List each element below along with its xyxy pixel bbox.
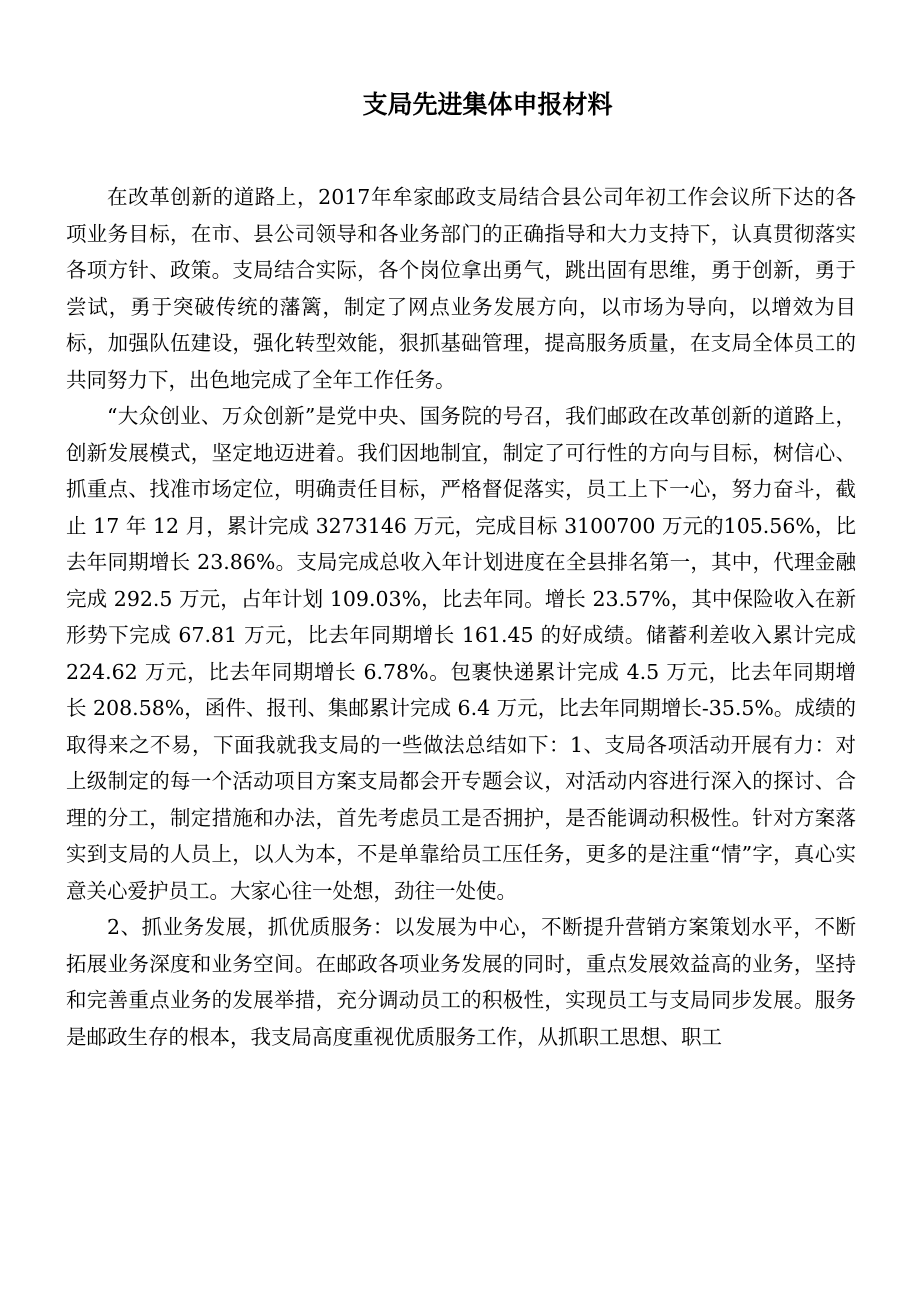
paragraph-1: 在改革创新的道路上，2017年牟家邮政支局结合县公司年初工作会议所下达的各项业务目标，在市、县公司领导和各业务部门的正确指导和大力支持下，认真贯彻落实各项方针、政策。支局结合实际，各个岗位拿出勇气，跳出固有思维，勇于创新，勇于尝试，勇于突破传统的藩篱，制定了网点业务发展方向，以市场为导向，以增效为目标，加强队伍建设，强化转型效能，狠抓基础管理，提高服务质量，在支局全体员工的共同努力下，出色地完成了全年工作任务。 [66, 185, 856, 392]
paragraph-3: 2、抓业务发展，抓优质服务：以发展为中心，不断提升营销方案策划水平，不断拓展业务深度和业务空间。在邮政各项业务发展的同时，重点发展效益高的业务，坚持和完善重点业务的发展举措，充分调动员工的积极性，实现员工与支局同步发展。服务是邮政生存的根本，我支局高度重视优质服务工作，从抓职工思想、职工 [66, 915, 856, 1049]
document-title: 支局先进集体申报材料 [362, 90, 613, 119]
document-body [66, 179, 856, 1055]
paragraph-2: “大众创业、万众创新”是党中央、国务院的号召，我们邮政在改革创新的道路上，创新发展模式，坚定地迈进着。我们因地制宜，制定了可行性的方向与目标，树信心、抓重点、找准市场定位，明确责任目标，严格督促落实，员工上下一心，努力奋斗，截止 17 年 12 月，累计完成 3273146 万元，完成目标 3100700 万元的105.56%，比去年同期增长 23.86%。支局完成总收入年计划进度在全县排名第一，其中，代理金融完成 292.5 万元，占年计划 109.03%，比去年同。增长 23.57%，其中保险收入在新形势下完成 67.81 万元，比去年同期增长 161.45 的好成绩。储蓄利差收入累计完成 224.62 万元，比去年同期增长 6.78%。包裹快递累计完成 4.5 万元，比去年同期增长 208.58%，函件、报刊、集邮累计完成 6.4 万元，比去年同期增长-35.5%。成绩的取得来之不易，下面我就我支局的一些做法总结如下：1、支局各项活动开展有力：对上级制定的每一个活动项目方案支局都会开专题会议，对活动内容进行深入的探讨、合理的分工，制定措施和办法，首先考虑员工是否拥护，是否能调动积极性。针对方案落实到支局的人员上，以人为本，不是单靠给员工压任务，更多的是注重“情”字，真心实意关心爱护员工。大家心往一处想，劲往一处使。 [66, 404, 856, 903]
